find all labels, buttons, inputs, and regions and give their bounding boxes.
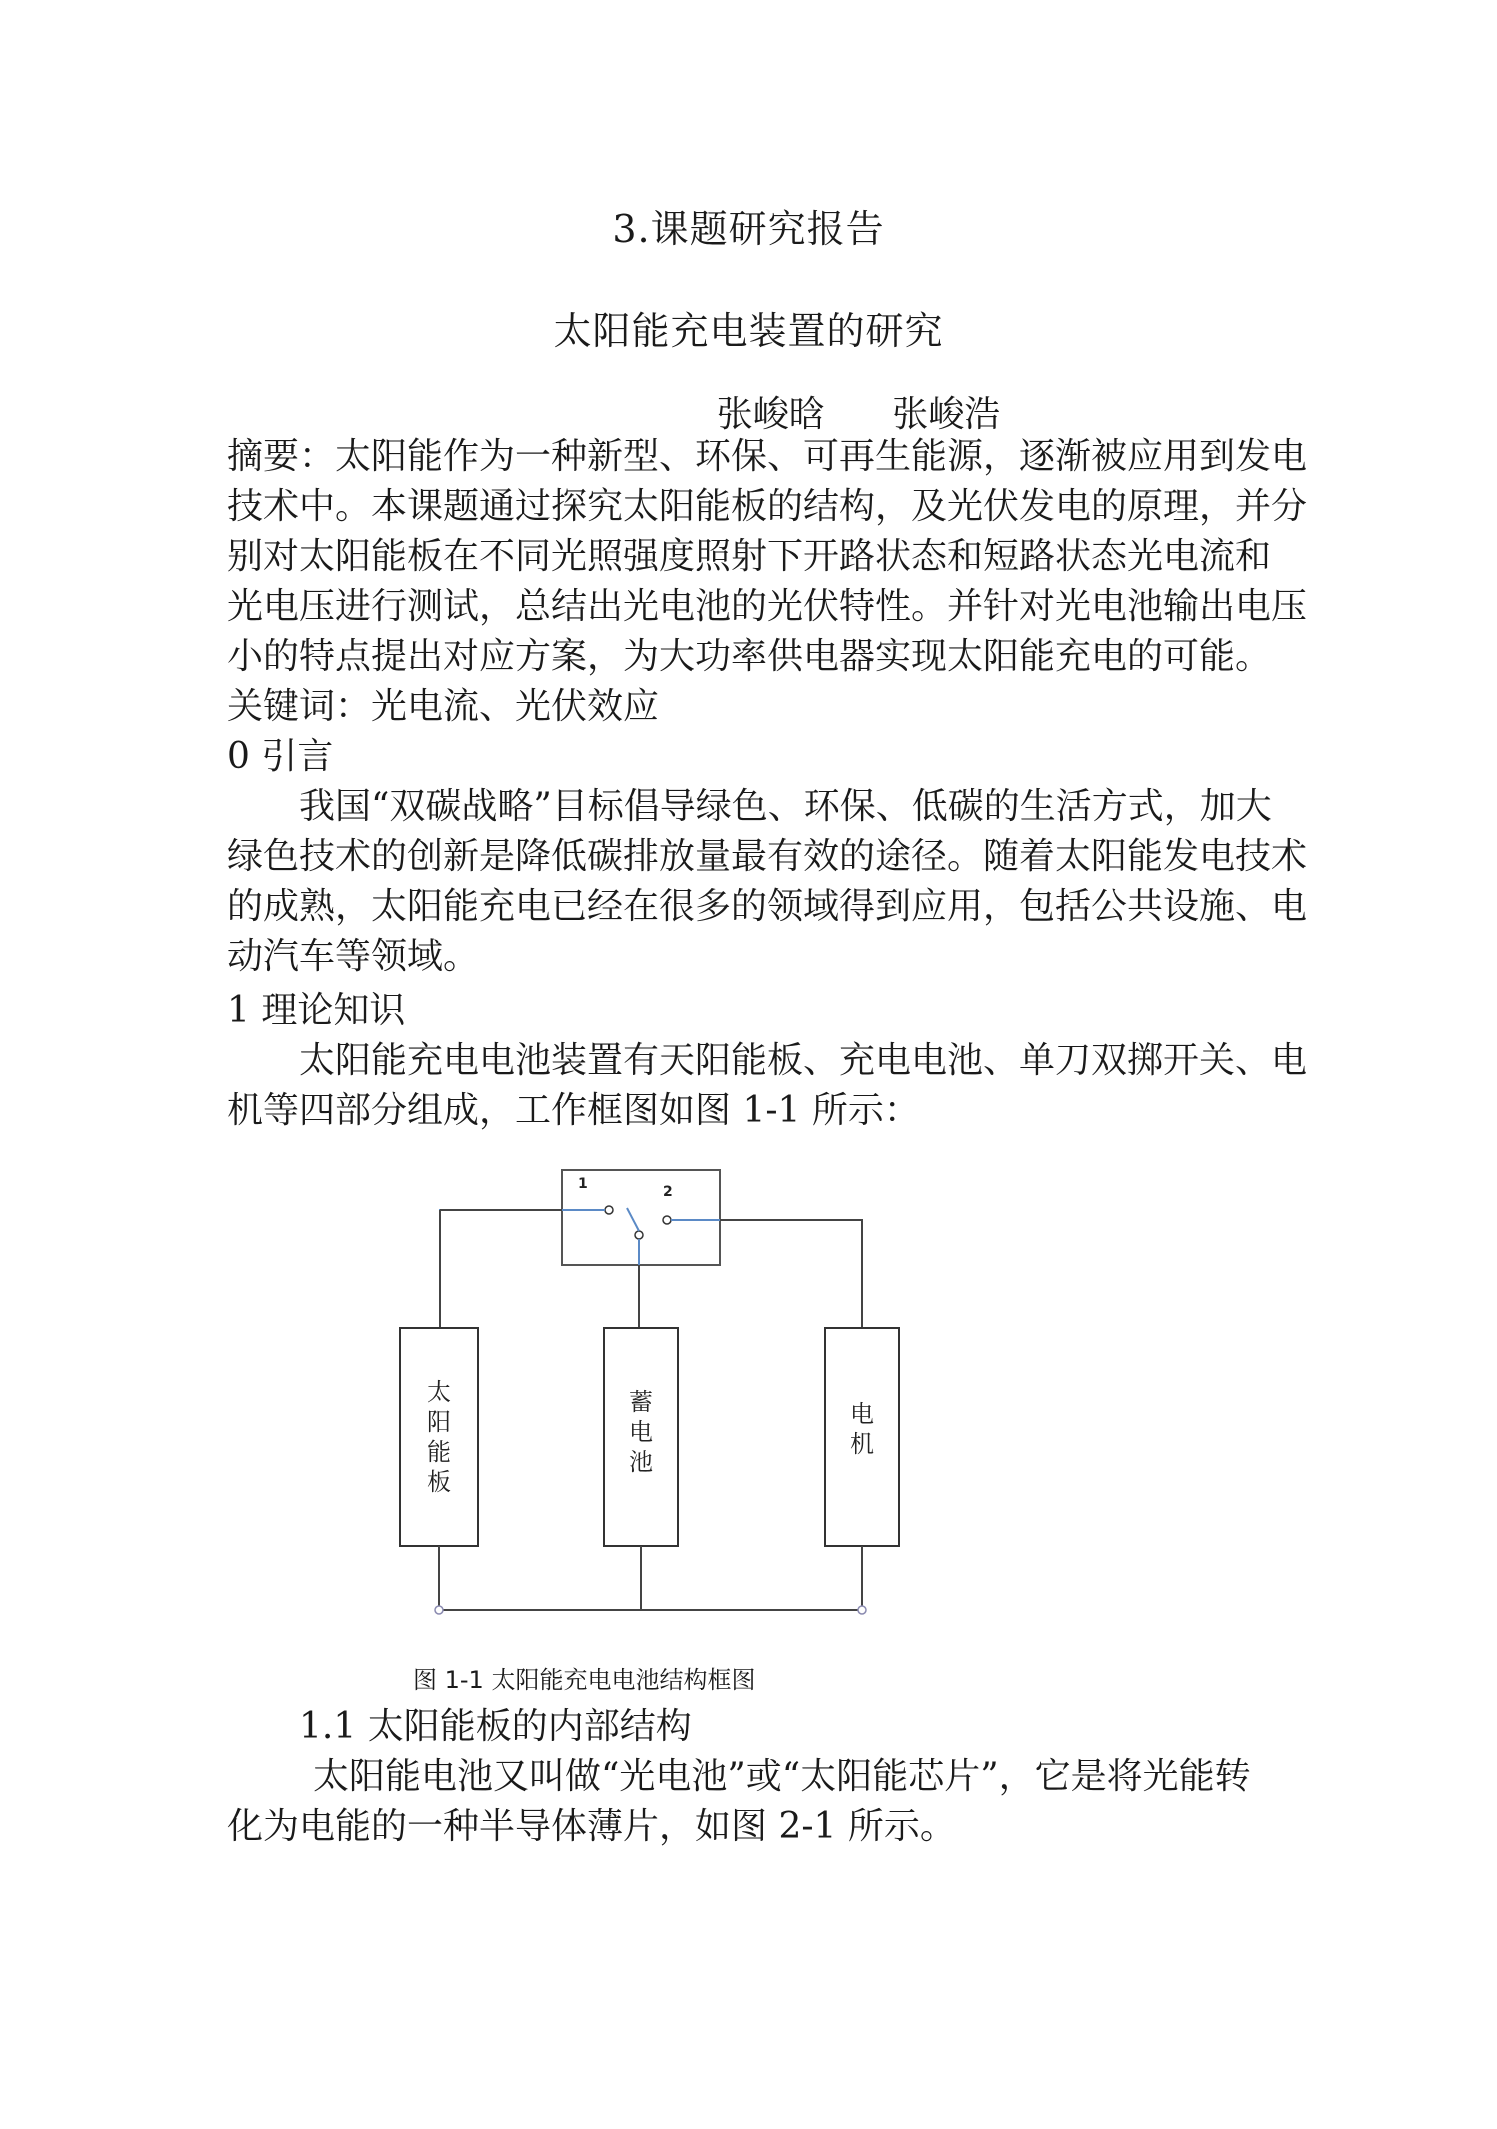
paragraph-line: 绿色技术的创新是降低碳排放量最有效的途径。随着太阳能发电技术 xyxy=(227,836,1308,877)
wire xyxy=(720,1220,862,1328)
switch-terminal xyxy=(605,1206,613,1214)
motor-label-char: 机 xyxy=(850,1430,874,1458)
wire-node xyxy=(858,1606,866,1614)
solar-panel-box xyxy=(400,1328,478,1546)
wire-node xyxy=(435,1606,443,1614)
section-heading: 1 理论知识 xyxy=(227,990,406,1031)
section-paragraph xyxy=(227,782,1308,982)
subsection-heading: 1.1 太阳能板的内部结构 xyxy=(299,1706,692,1747)
abstract-line: 摘要：太阳能作为一种新型、环保、可再生能源，逐渐被应用到发电 xyxy=(227,436,1308,477)
paragraph-line: 的成熟，太阳能充电已经在很多的领域得到应用，包括公共设施、电 xyxy=(227,886,1308,927)
solar-panel-label-char: 板 xyxy=(427,1468,451,1496)
solar-panel-label-char: 能 xyxy=(427,1438,451,1466)
section-paragraph xyxy=(227,1752,1277,1852)
keywords: 关键词：光电流、光伏效应 xyxy=(227,686,660,727)
switch-terminal-label: 1 xyxy=(578,1176,588,1192)
solar-panel-label-char: 太 xyxy=(427,1378,451,1406)
abstract-line: 光电压进行测试，总结出光电池的光伏特性。并针对光电池输出电压 xyxy=(227,586,1308,627)
switch-pivot xyxy=(635,1231,643,1239)
abstract-line: 技术中。本课题通过探究太阳能板的结构，及光伏发电的原理，并分 xyxy=(227,486,1308,527)
author-line xyxy=(110,386,1497,437)
motor-label-char: 电 xyxy=(850,1400,874,1428)
paragraph-line: 动汽车等领域。 xyxy=(227,936,480,977)
section-heading: 0 引言 xyxy=(227,736,334,777)
paragraph-line: 太阳能充电电池装置有天阳能板、充电电池、单刀双掷开关、电 xyxy=(299,1040,1308,1081)
section-paragraph xyxy=(227,1036,1308,1136)
author-name: 张峻浩 xyxy=(892,394,1001,435)
battery-label-char: 电 xyxy=(629,1418,653,1446)
switch-terminal xyxy=(663,1216,671,1224)
battery-label-char: 蓄 xyxy=(629,1388,653,1416)
wire xyxy=(440,1210,605,1328)
author-name: 张峻晗 xyxy=(716,394,825,435)
abstract-line: 别对太阳能板在不同光照强度照射下开路状态和短路状态光电流和 xyxy=(227,536,1272,577)
paragraph-line: 我国“双碳战略”目标倡导绿色、环保、低碳的生活方式，加大 xyxy=(299,786,1272,827)
circuit-block-diagram xyxy=(380,1160,920,1640)
switch-blade xyxy=(627,1208,639,1231)
paragraph-line: 太阳能电池又叫做“光电池”或“太阳能芯片”，它是将光能转 xyxy=(313,1756,1251,1797)
solar-panel-label-char: 阳 xyxy=(427,1408,451,1436)
paragraph-line: 机等四部分组成，工作框图如图 1-1 所示： xyxy=(227,1090,920,1131)
paragraph-line: 化为电能的一种半导体薄片，如图 2-1 所示。 xyxy=(227,1806,956,1847)
battery-label-char: 池 xyxy=(629,1448,653,1476)
report-heading: 3.课题研究报告 xyxy=(612,207,885,251)
abstract xyxy=(227,432,1308,682)
paper-title: 太阳能充电装置的研究 xyxy=(553,309,944,353)
switch-terminal-label: 2 xyxy=(663,1184,673,1200)
figure-caption: 图 1-1 太阳能充电电池结构框图 xyxy=(413,1666,756,1694)
abstract-line: 小的特点提出对应方案，为大功率供电器实现太阳能充电的可能。 xyxy=(227,636,1272,677)
